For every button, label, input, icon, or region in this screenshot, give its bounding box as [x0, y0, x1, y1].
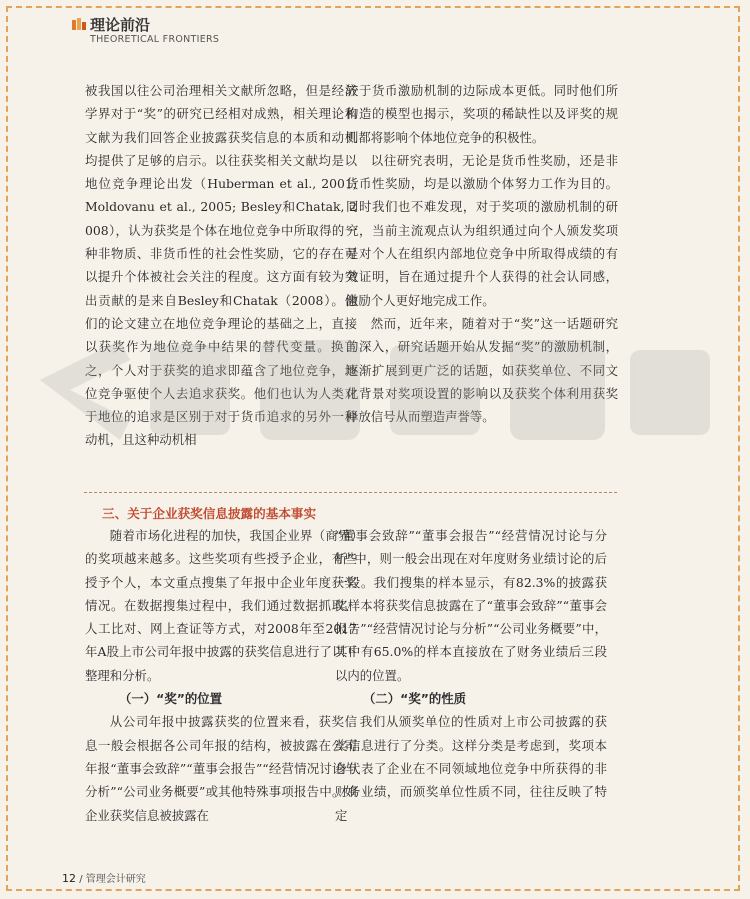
paragraph: 被我国以往公司治理相关文献所忽略，但是经济学界对于“奖”的研究已经相对成熟，相关理论和文献为我们回答企业披露获奖信息的本质和动机均提供了足够的启示。以往获奖相关文献均是以地位竞争理论出发（Huberman et al., 2001; Moldovanu et al., 2005; Besley和Chatak, 2008），认为获奖是个体在地位竞争中所取得的一种非物质、非货币性的社会性奖励，它的存在可以提升个体被社会关注的程度。这方面有较为突出贡献的是来自Besley和Chatak（2008）。他们的论文建立在地位竞争理论的基础之上，直接以获奖作为地位竞争中结果的替代变量。换言之，个人对于获奖的追求即蕴含了地位竞争，地位竞争驱使个人去追求获奖。他们也认为人类对于地位的追求是区别于对于货币追求的另外一种动机，且这种动机相: [85, 83, 357, 448]
section-title: 三、关于企业获奖信息披露的基本事实: [102, 506, 317, 521]
paragraph: 从公司年报中披露获奖的位置来看，获奖信息一般会根据各公司年报的结构，被披露在公司年报“董事会致辞”“董事会报告”“经营情况讨论与分析”“公司业务概要”或其他特殊事项报告中。如企业获奖信息被披露在: [85, 714, 357, 823]
paragraph: 以往研究表明，无论是货币性奖励，还是非货币性奖励，均是以激励个体努力工作为目的。同时我们也不难发现，对于奖项的激励机制的研究，当前主流观点认为组织通过向个人颁发奖项是对个人在组织内部地位竞争中所取得成绩的有效证明，旨在通过提升个人获得的社会认同感，激励个人更好地完成工作。: [346, 152, 618, 308]
right-column-top: [346, 79, 618, 428]
left-column-top: [85, 79, 357, 452]
paragraph: 我们从颁奖单位的性质对上市公司披露的获奖信息进行了分类。这样分类是考虑到，奖项本身代表了企业在不同领域地位竞争中所获得的非财务业绩，而颁奖单位性质不同，往往反映了特定: [335, 714, 607, 823]
section-divider: [84, 492, 617, 493]
paragraph: 随着市场化进程的加快，我国企业界（商界）的奖项越来越多。这些奖项有些授予企业，有些授予个人，本文重点搜集了年报中企业年度获奖情况。在数据搜集过程中，我们通过数据抓取、人工比对、网上查证等方式，对2008年至2017年A股上市公司年报中披露的获奖信息进行了以下整理和分析。: [85, 528, 357, 683]
right-column-bottom: [335, 524, 607, 827]
page-footer: [62, 870, 146, 885]
section-logo-icon: [72, 18, 88, 32]
journal-name: 管理会计研究: [85, 874, 146, 885]
footer-separator: /: [79, 874, 83, 885]
paragraph: “董事会致辞”“董事会报告”“经营情况讨论与分析”中，则一般会出现在对年度财务业绩讨论的后一段。我们搜集的样本显示，有82.3%的披露获奖样本将获奖信息披露在了“董事会致辞”“董事会报告”“经营情况讨论与分析”“公司业务概要”中，其中有65.0%的样本直接放在了财务业绩后三段以内的位置。: [335, 528, 607, 683]
paragraph: 然而，近年来，随着对于“奖”这一话题研究的深入，研究话题开始从发掘“奖”的激励机制，逐渐扩展到更广泛的话题，如获奖单位、不同文化背景对奖项设置的影响以及获奖个体利用获奖释放信号从而塑造声誉等。: [346, 315, 618, 425]
subsection-heading: （二）“奖”的性质: [363, 691, 467, 707]
left-column-bottom: [85, 524, 357, 827]
header-title: 理论前沿: [90, 16, 151, 34]
subsection-heading: （一）“奖”的位置: [119, 691, 223, 707]
paragraph: 较于货币激励机制的边际成本更低。同时他们所构造的模型也揭示，奖项的稀缺性以及评奖的规则都将影响个体地位竞争的积极性。: [346, 83, 618, 145]
page-number: 12: [62, 872, 76, 885]
header-subtitle: THEORETICAL FRONTIERS: [90, 34, 220, 45]
